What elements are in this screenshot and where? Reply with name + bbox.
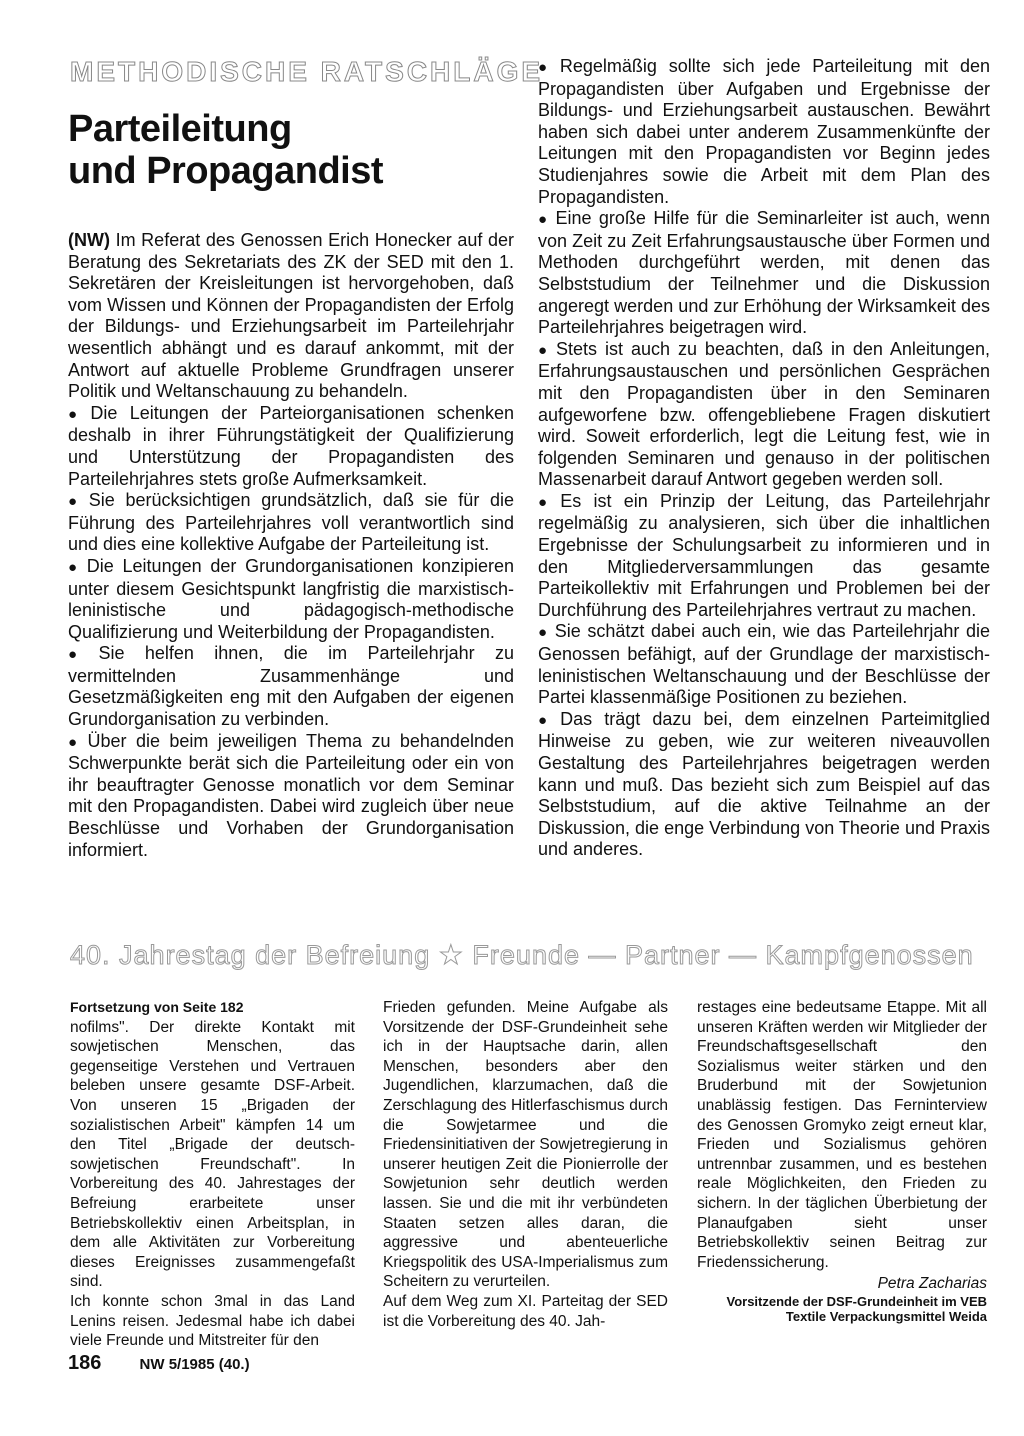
headline-line-2: und Propagandist [68,150,383,192]
article-right-column [538,56,990,861]
bullet-paragraph: ● Stets ist auch zu beachten, daß in den Anleitungen, Erfahrungsaustauschen und persönlichen Gesprächen mit den Propagandisten über in den Seminaren aufgeworfene bzw. offengebliebene Fragen diskutiert wird. Soweit erforderlich, legt die Leitung fest, wie in folgenden Seminaren und genauso in der politischen Massenarbeit darauf Antwort gegeben werden soll. [538,339,990,491]
article-left-column [68,230,514,861]
signature-role: Textile Verpackungsmittel Weida [785,1308,987,1324]
article-headline [68,108,383,192]
lead-text: Im Referat des Genossen Erich Honecker auf der Beratung des Sekretariats des ZK der SED mit den 1. Sekretären der Kreisleitungen ist hervorgehoben, daß vom Wissen und Können der Propagandisten der Erfolg der Bildungs- und Erziehungsarbeit im Parteilehrjahr wesentlich abhängt und es darauf ankommt, mit der Antwort auf aktuelle Probleme Grundfragen unserer Politik und Weltanschauung zu behandeln. [68,230,514,402]
continuation-reference: Fortsetzung von Seite 182 [70,999,244,1015]
bottom-paragraph: restages eine bedeutsame Etappe. Mit all unseren Kräften werden wir Mitglieder der Freundschaftsgesellschaft den Sozialismus weiter stärken und den Bruderbund mit der Sowjetunion unablässig festigen. Das Ferninterview des Genossen Gromyko zeigt erneut klar, Frieden und Sozialismus gehören untrennbar zusammen, und es bestehen reale Möglichkeiten, den Frieden zu sichern. In der täglichen Überbietung der Planaufgaben sieht unser Betriebskollektiv seinen Beitrag zur Friedenssicherung. [697,999,987,1271]
bullet-paragraph: ● Sie schätzt dabei auch ein, wie das Parteilehrjahr die Genossen befähigt, auf der Grundlage der marxistisch-leninistischen Weltanschauung und der Beschlüsse der Partei klassenmäßige Positionen zu beziehen. [538,621,990,708]
bullet-paragraph: ● Regelmäßig sollte sich jede Parteileitung mit den Propagandisten über Aufgaben und Ergebnisse der Bildungs- und Erziehungsarbeit austauschen. Bewährt haben sich dabei unter anderem Zusammenkünfte der Leitungen mit den Propagandisten vor Beginn jedes Studienjahres sowie die Arbeit mit dem Plan des Propagandisten. [538,56,990,208]
section-label: METHODISCHE RATSCHLÄGE [70,56,544,87]
bottom-column-2 [383,998,668,1331]
signature-name: Petra Zacharias [877,1275,987,1293]
divider-heading: 40. Jahrestag der Befreiung ★ Freunde — Partner — Kampfgenossen [70,940,974,970]
bullet-paragraph: ● Über die beim jeweiligen Thema zu behandelnden Schwerpunkte berät sich die Parteileitung oder ein von ihr beauftragter Genosse monatlich vor dem Seminar mit den Propagandisten. Dabei wird zugleich über neue Beschlüsse und Vorhaben der Grundorganisation informiert. [68,731,514,862]
bottom-paragraph: nofilms". Der direkte Kontakt mit sowjetischen Menschen, das gegenseitige Verstehen und Vertrauen beleben unsere gesamte DSF-Arbeit. Von unseren 15 „Brigaden der sozialistischen Arbeit" kämpfen 14 um den Titel „Brigade der deutsch-sowjetischen Freundschaft". In Vorbereitung des 40. Jahrestages der Befreiung erarbeitete unser Betriebskollektiv einen Arbeitsplan, in dem alle Aktivitäten zur Vorbereitung dieses Ereignisses zusammengefaßt sind. [70,1018,355,1291]
bullet-paragraph: ● Das trägt dazu bei, dem einzelnen Parteimitglied Hinweise zu geben, wie zur weiteren niveauvollen Gestaltung des Parteilehrjahres beigetragen werden kann und muß. Das bezieht sich zum Beispiel auf das Selbststudium, auf die aktive Teilnahme an der Diskussion, die enge Verbindung von Theorie und Praxis und anderes. [538,709,990,861]
bullet-paragraph: ● Sie berücksichtigen grundsätzlich, daß sie für die Führung des Parteilehrjahres voll verantwortlich sind und dies eine kollektive Aufgabe der Parteileitung ist. [68,490,514,556]
lead-paragraph [68,230,514,403]
bullet-paragraph: ● Es ist ein Prinzip der Leitung, das Parteilehrjahr regelmäßig zu analysieren, sich über die inhaltlichen Ergebnisse der Schulungsarbeit zu informieren und in den Mitgliederversammlungen das gesamte Parteikollektiv mit Erfahrungen und Problemen bei der Durchführung des Parteilehrjahres vertraut zu machen. [538,491,990,622]
page-number: 186 [68,1352,102,1374]
bottom-column-1 [70,998,355,1351]
issue-reference: NW 5/1985 (40.) [139,1356,250,1373]
lead-source: (NW) [68,230,110,250]
signature-role: Vorsitzende der DSF-Grundeinheit im VEB [726,1293,987,1309]
bullet-paragraph: ● Die Leitungen der Parteiorganisationen schenken deshalb in ihrer Führungstätigkeit der Qualifizierung und Unterstützung der Propagandisten des Parteilehrjahres stets große Aufmerksamkeit. [68,403,514,490]
bullet-paragraph: ● Sie helfen ihnen, die im Parteilehrjahr zu vermittelnden Zusammenhänge und Gesetzmäßigkeiten eng mit den Aufgaben der eigenen Grundorganisation zu verbinden. [68,643,514,730]
bullet-paragraph: ● Eine große Hilfe für die Seminarleiter ist auch, wenn von Zeit zu Zeit Erfahrungsaustausche über Formen und Methoden durchgeführt werden, mit denen das Selbststudium der Teilnehmer und die Diskussion angeregt werden und zur Erhöhung der Wirksamkeit des Parteilehrjahres beigetragen wird. [538,208,990,339]
bottom-column-3 [697,998,987,1324]
bottom-paragraph: Auf dem Weg zum XI. Parteitag der SED ist die Vorbereitung des 40. Jah- [383,1292,668,1330]
bullet-paragraph: ● Die Leitungen der Grundorganisationen konzipieren unter diesem Gesichtspunkt langfristig die marxistisch-leninistische und pädagogisch-methodische Qualifizierung und Weiterbildung der Propagandisten. [68,556,514,643]
bottom-paragraph: Frieden gefunden. Meine Aufgabe als Vorsitzende der DSF-Grundeinheit sehe ich in der Hauptsache darin, allen Menschen, besonders aber den Jugendlichen, klarzumachen, daß die Zerschlagung des Hitlerfaschismus durch die Sowjetarmee und die Friedensinitiativen der Sowjetregierung in unserer heutigen Zeit die Pionierrolle der Sowjetunion sehr deutlich werden lassen. Sie und die mit ihr verbündeten Staaten setzen alles daran, die aggressive und abenteuerliche Kriegspolitik des USA-Imperialismus zum Scheitern zu verurteilen. [383,999,668,1291]
bottom-paragraph: Ich konnte schon 3mal in das Land Lenins reisen. Jedesmal habe ich dabei viele Freunde und Mitstreiter für den [70,1292,355,1350]
headline-line-1: Parteileitung [68,108,292,150]
page-footer [68,1352,250,1375]
